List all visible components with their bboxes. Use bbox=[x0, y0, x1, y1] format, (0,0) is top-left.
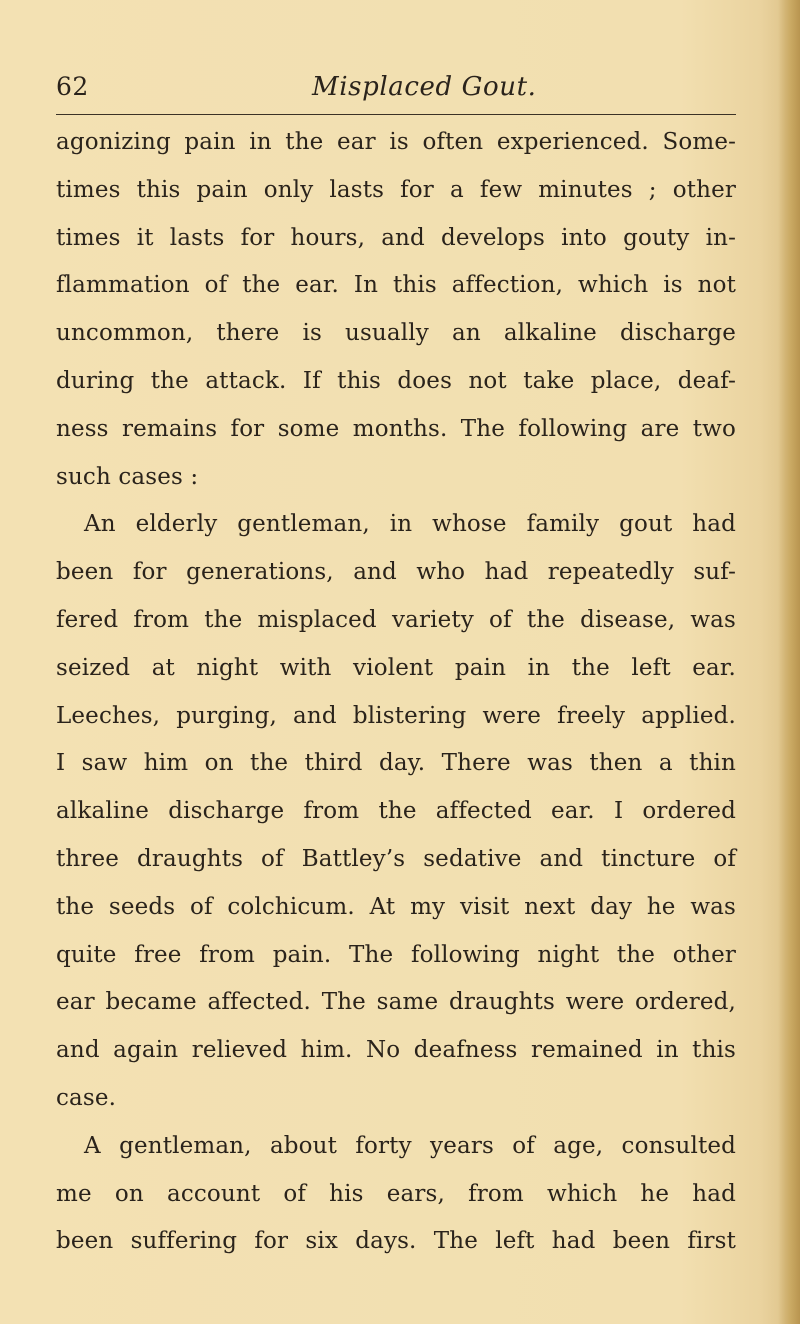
body-text bbox=[56, 119, 736, 1266]
text-line: ear became affected. The same draughts were ordered, bbox=[56, 989, 736, 1016]
paragraph-start-line: A gentleman, about forty years of age, consulted bbox=[84, 1132, 736, 1159]
page-edge-shadow bbox=[778, 0, 800, 1324]
text-line: me on account of his ears, from which he had bbox=[56, 1180, 736, 1207]
running-title: Misplaced Gout. bbox=[312, 72, 537, 102]
text-line: been suffering for six days. The left had been first bbox=[56, 1228, 736, 1255]
text-line: alkaline discharge from the affected ear. I ordered bbox=[56, 798, 736, 825]
text-line: three draughts of Battley’s sedative and tincture of bbox=[56, 845, 736, 872]
text-line: flammation of the ear. In this affection, which is not bbox=[56, 272, 736, 299]
text-line: fered from the misplaced variety of the disease, was bbox=[56, 606, 736, 633]
text-line: and again relieved him. No deafness remained in this bbox=[56, 1037, 736, 1064]
page-header bbox=[56, 72, 736, 112]
paragraph-start-line: An elderly gentleman, in whose family gout had bbox=[84, 511, 736, 538]
text-line: uncommon, there is usually an alkaline discharge bbox=[56, 320, 736, 347]
header-rule bbox=[56, 114, 736, 115]
text-line: I saw him on the third day. There was then a thin bbox=[56, 750, 736, 777]
text-line: ness remains for some months. The following are two bbox=[56, 415, 736, 442]
text-line: Leeches, purging, and blistering were freely applied. bbox=[56, 702, 736, 729]
text-line: case. bbox=[56, 1084, 117, 1111]
text-line: been for generations, and who had repeatedly suf- bbox=[56, 559, 736, 586]
text-line: such cases : bbox=[56, 463, 199, 490]
text-line: agonizing pain in the ear is often experienced. Some- bbox=[56, 129, 736, 155]
text-line: the seeds of colchicum. At my visit next day he was bbox=[56, 893, 736, 920]
text-line: times it lasts for hours, and develops into gouty in- bbox=[56, 224, 736, 251]
text-line: quite free from pain. The following night the other bbox=[56, 941, 736, 968]
text-line: times this pain only lasts for a few minutes ; other bbox=[56, 176, 736, 203]
text-line: during the attack. If this does not take place, deaf- bbox=[56, 367, 736, 394]
text-line: seized at night with violent pain in the left ear. bbox=[56, 654, 736, 681]
page-number: 62 bbox=[56, 72, 89, 101]
